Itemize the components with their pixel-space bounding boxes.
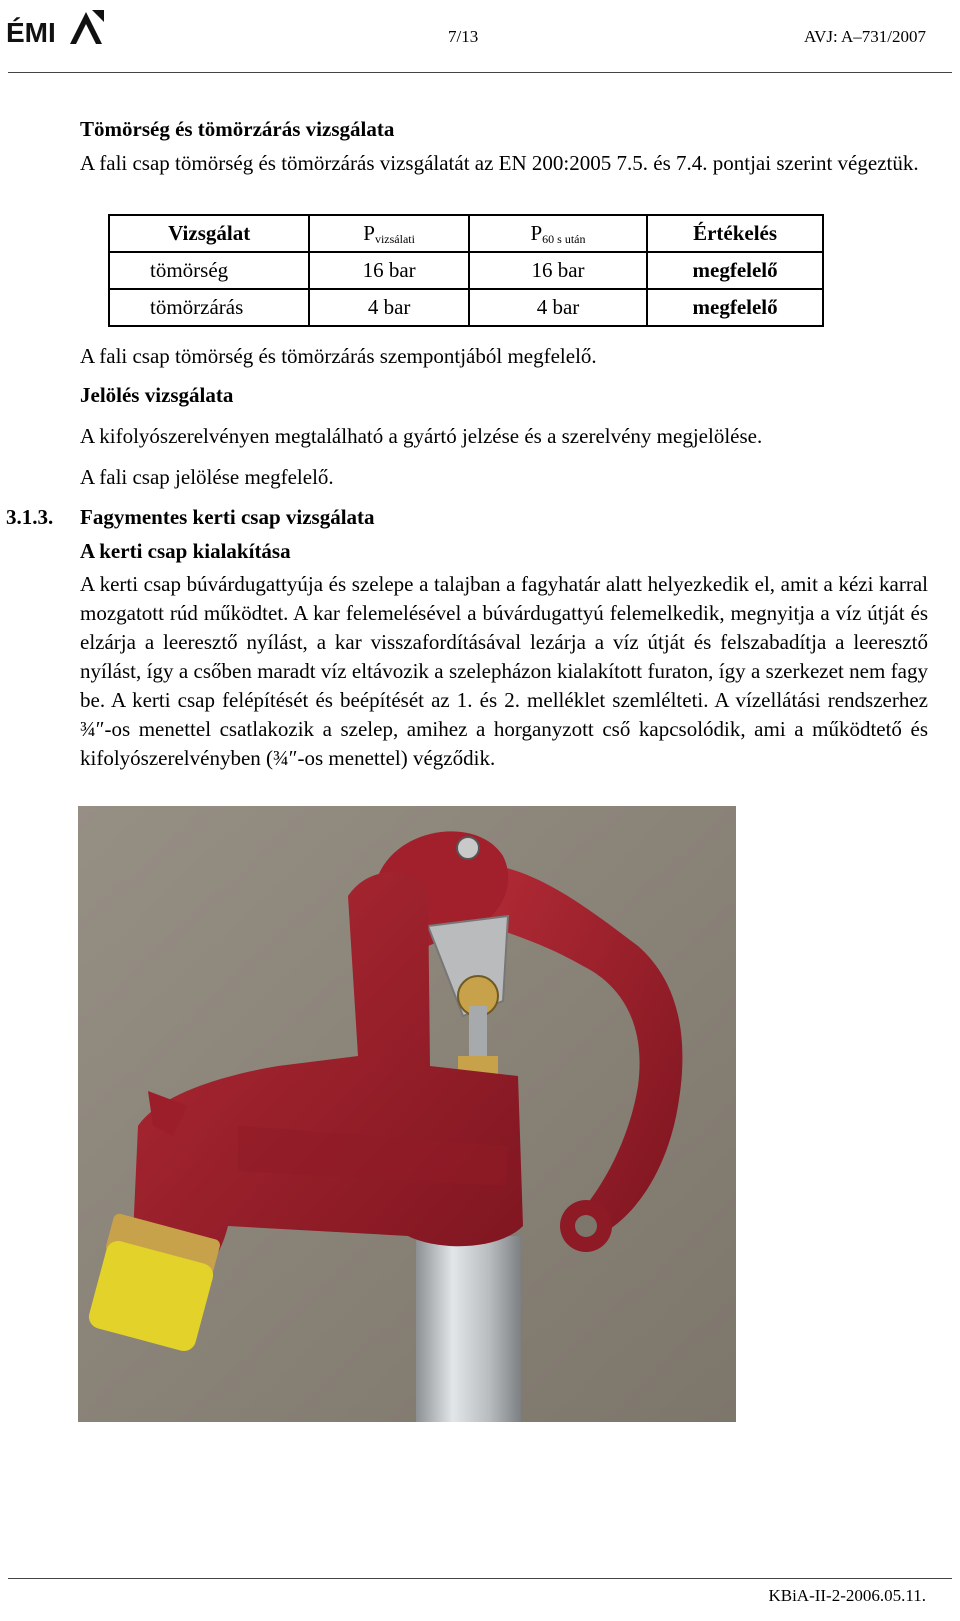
header-divider xyxy=(8,72,952,73)
section-title-marking: Jelölés vizsgálata xyxy=(80,383,234,407)
tightness-conclusion: A fali csap tömörség és tömörzárás szempontjából megfelelő. xyxy=(80,344,597,368)
table-header-cell: $P_{vizsálati}$ xyxy=(309,215,468,252)
table-header-cell: Értékelés xyxy=(647,215,823,252)
section-intro-paragraph: A fali csap tömörség és tömörzárás vizsgálatát az EN 200:2005 7.5. és 7.4. pontjai szerint végeztük. xyxy=(80,151,919,175)
table-row xyxy=(109,289,823,326)
garden-tap-photo xyxy=(78,806,736,1422)
page-number: 7/13 xyxy=(448,27,479,46)
subsection-title: A kerti csap kialakítása xyxy=(80,539,291,563)
section-title-tightness: Tömörség és tömörzárás vizsgálata xyxy=(80,117,395,141)
document-reference: AVJ: A–731/2007 xyxy=(803,27,926,46)
marking-text: A kifolyószerelvényen megtalálható a gyártó jelzése és a szerelvény megjelölése. xyxy=(80,424,763,448)
logo-lettering: ÉMI xyxy=(6,17,56,46)
table-cell: tömörzárás xyxy=(109,289,309,326)
footer-divider xyxy=(8,1578,952,1579)
table-cell: megfelelő xyxy=(647,289,823,326)
results-table xyxy=(108,214,824,327)
table-header-row xyxy=(109,215,823,252)
garden-tap-description: A kerti csap búvárdugattyúja és szelepe a talajban a fagyhatár alatt helyezkedik el, amit a kézi karral mozgatott rúd működtet. A kar felemelésével a búvárdugattyú felemelkedik, megnyitja a víz útját és elzárja a leeresztő nyílást, a kar visszafordításával lezárja a víz útját és felszabadítja a leeresztő nyílást, így a csőben maradt víz eltávozik a szelepházon kialakított furaton, így a szerkezet nem fagy be. A kerti csap felépítését és beépítését az 1. és 2. melléklet szemlélteti. A vízellátási rendszerhez ¾″-os menettel csatlakozik a szelep, amihez a horganyzott cső kapcsolódik, ami a működtető és kifolyószerelvényben (¾″-os menettel) végződik. xyxy=(80,572,928,770)
form-code: KBiA-II-2-2006.05.11. xyxy=(768,1586,926,1605)
section-title-garden-tap: Fagymentes kerti csap vizsgálata xyxy=(80,505,375,529)
table-cell: tömörség xyxy=(109,252,309,289)
table-cell: 16 bar xyxy=(469,252,647,289)
marking-conclusion: A fali csap jelölése megfelelő. xyxy=(80,465,334,489)
table-header-cell: Vizsgálat xyxy=(109,215,309,252)
table-cell: megfelelő xyxy=(647,252,823,289)
galvanized-pipe xyxy=(416,1236,521,1422)
table-row xyxy=(109,252,823,289)
emi-logo xyxy=(6,6,106,46)
table-cell: 4 bar xyxy=(309,289,468,326)
header xyxy=(0,0,960,72)
table-cell: 4 bar xyxy=(469,289,647,326)
section-number: 3.1.3. xyxy=(6,505,54,529)
table-cell: 16 bar xyxy=(309,252,468,289)
table-header-cell: $P_{60 s után}$ xyxy=(469,215,647,252)
